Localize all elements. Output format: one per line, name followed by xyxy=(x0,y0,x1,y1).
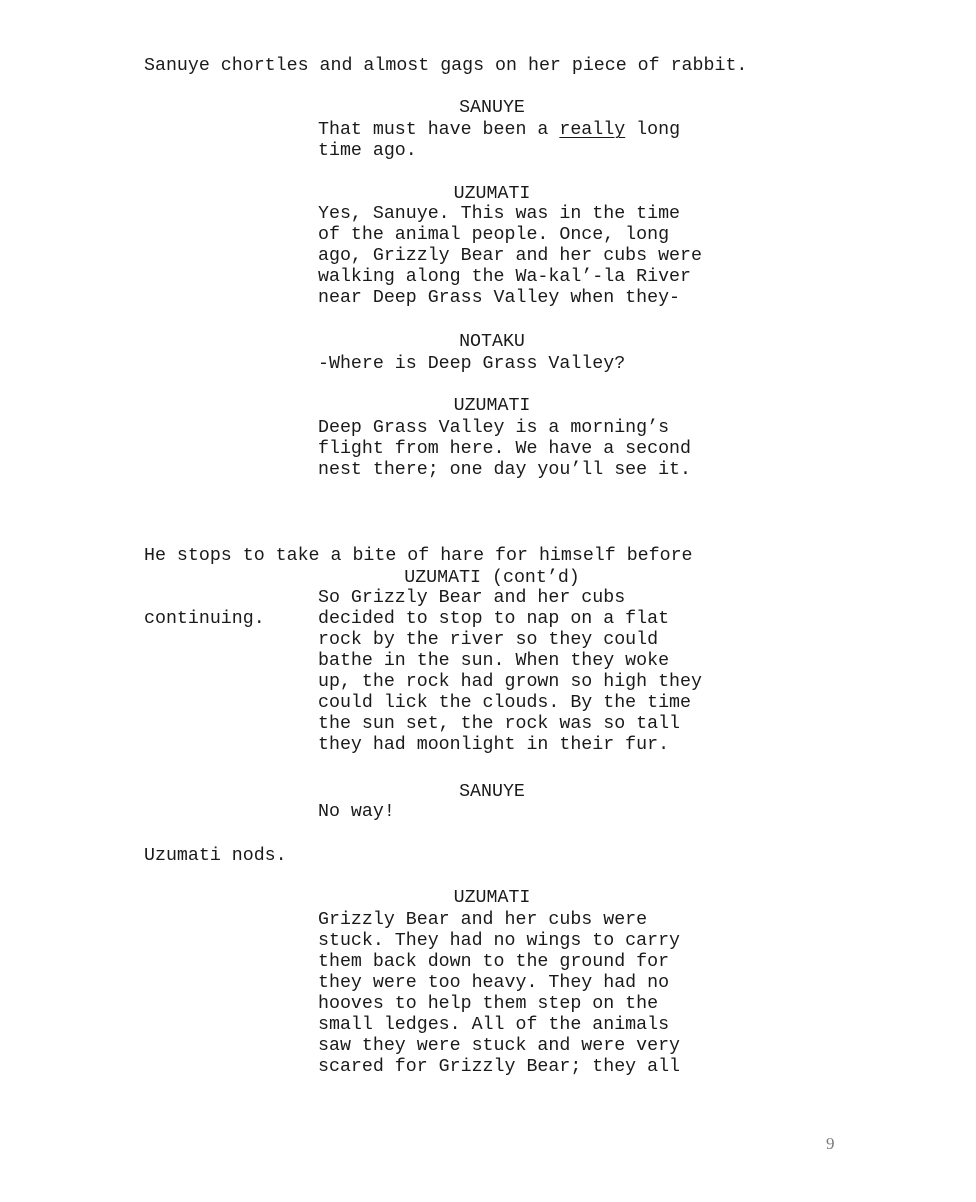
dialogue-line: ago, Grizzly Bear and her cubs were xyxy=(318,246,702,266)
dialogue-line: near Deep Grass Valley when they- xyxy=(318,288,681,308)
dialogue xyxy=(318,354,758,375)
dialogue-line: bathe in the sun. When they woke xyxy=(318,651,670,671)
dialogue-line: Grizzly Bear and her cubs were xyxy=(318,910,648,930)
dialogue-line: flight from here. We have a second xyxy=(318,439,691,459)
dialogue-line: That must have been a really long xyxy=(318,120,681,140)
dialogue-line: the sun set, the rock was so tall xyxy=(318,714,681,734)
action-line: Uzumati nods. xyxy=(144,846,287,866)
dialogue-line: up, the rock had grown so high they xyxy=(318,672,702,692)
dialogue xyxy=(318,910,758,1078)
character-name: UZUMATI xyxy=(453,888,531,908)
action-line: Sanuye chortles and almost gags on her piece of rabbit. xyxy=(144,56,748,76)
character-name: UZUMATI xyxy=(453,184,531,204)
action-text: He stops to take a bite of hare for himself before xyxy=(144,546,693,566)
dialogue xyxy=(318,802,758,823)
dialogue-line: walking along the Wa-kal’-la River xyxy=(318,267,691,287)
character-name: SANUYE xyxy=(459,782,525,802)
dialogue-line: No way! xyxy=(318,802,395,822)
dialogue xyxy=(318,204,758,309)
dialogue xyxy=(318,418,758,481)
dialogue-line: of the animal people. Once, long xyxy=(318,225,670,245)
character-name: NOTAKU xyxy=(459,332,525,352)
page-number: 9 xyxy=(826,1134,835,1153)
dialogue xyxy=(318,120,758,162)
character-name: UZUMATI (cont’d) xyxy=(404,568,580,588)
dialogue-line: saw they were stuck and were very xyxy=(318,1036,681,1056)
character-name: UZUMATI xyxy=(453,396,531,416)
dialogue-line: stuck. They had no wings to carry xyxy=(318,931,681,951)
dialogue-line: nest there; one day you’ll see it. xyxy=(318,460,691,480)
dialogue-line: rock by the river so they could xyxy=(318,630,659,650)
dialogue-line: Deep Grass Valley is a morning’s xyxy=(318,418,670,438)
character-name: SANUYE xyxy=(459,98,525,118)
dialogue-line: Yes, Sanuye. This was in the time xyxy=(318,204,681,224)
dialogue-line: scared for Grizzly Bear; they all xyxy=(318,1057,681,1077)
dialogue-line: So Grizzly Bear and her cubs xyxy=(318,588,626,608)
dialogue-line: decided to stop to nap on a flat xyxy=(318,609,670,629)
dialogue-line: them back down to the ground for xyxy=(318,952,670,972)
dialogue-line: could lick the clouds. By the time xyxy=(318,693,691,713)
action-text: continuing. xyxy=(144,609,265,629)
dialogue-line: they were too heavy. They had no xyxy=(318,973,670,993)
dialogue-line: they had moonlight in their fur. xyxy=(318,735,670,755)
dialogue-line: small ledges. All of the animals xyxy=(318,1015,670,1035)
dialogue-line: -Where is Deep Grass Valley? xyxy=(318,354,626,374)
dialogue-line: time ago. xyxy=(318,141,417,161)
emphasis-underline: really xyxy=(559,120,626,140)
dialogue xyxy=(318,588,758,756)
dialogue-line: hooves to help them step on the xyxy=(318,994,659,1014)
